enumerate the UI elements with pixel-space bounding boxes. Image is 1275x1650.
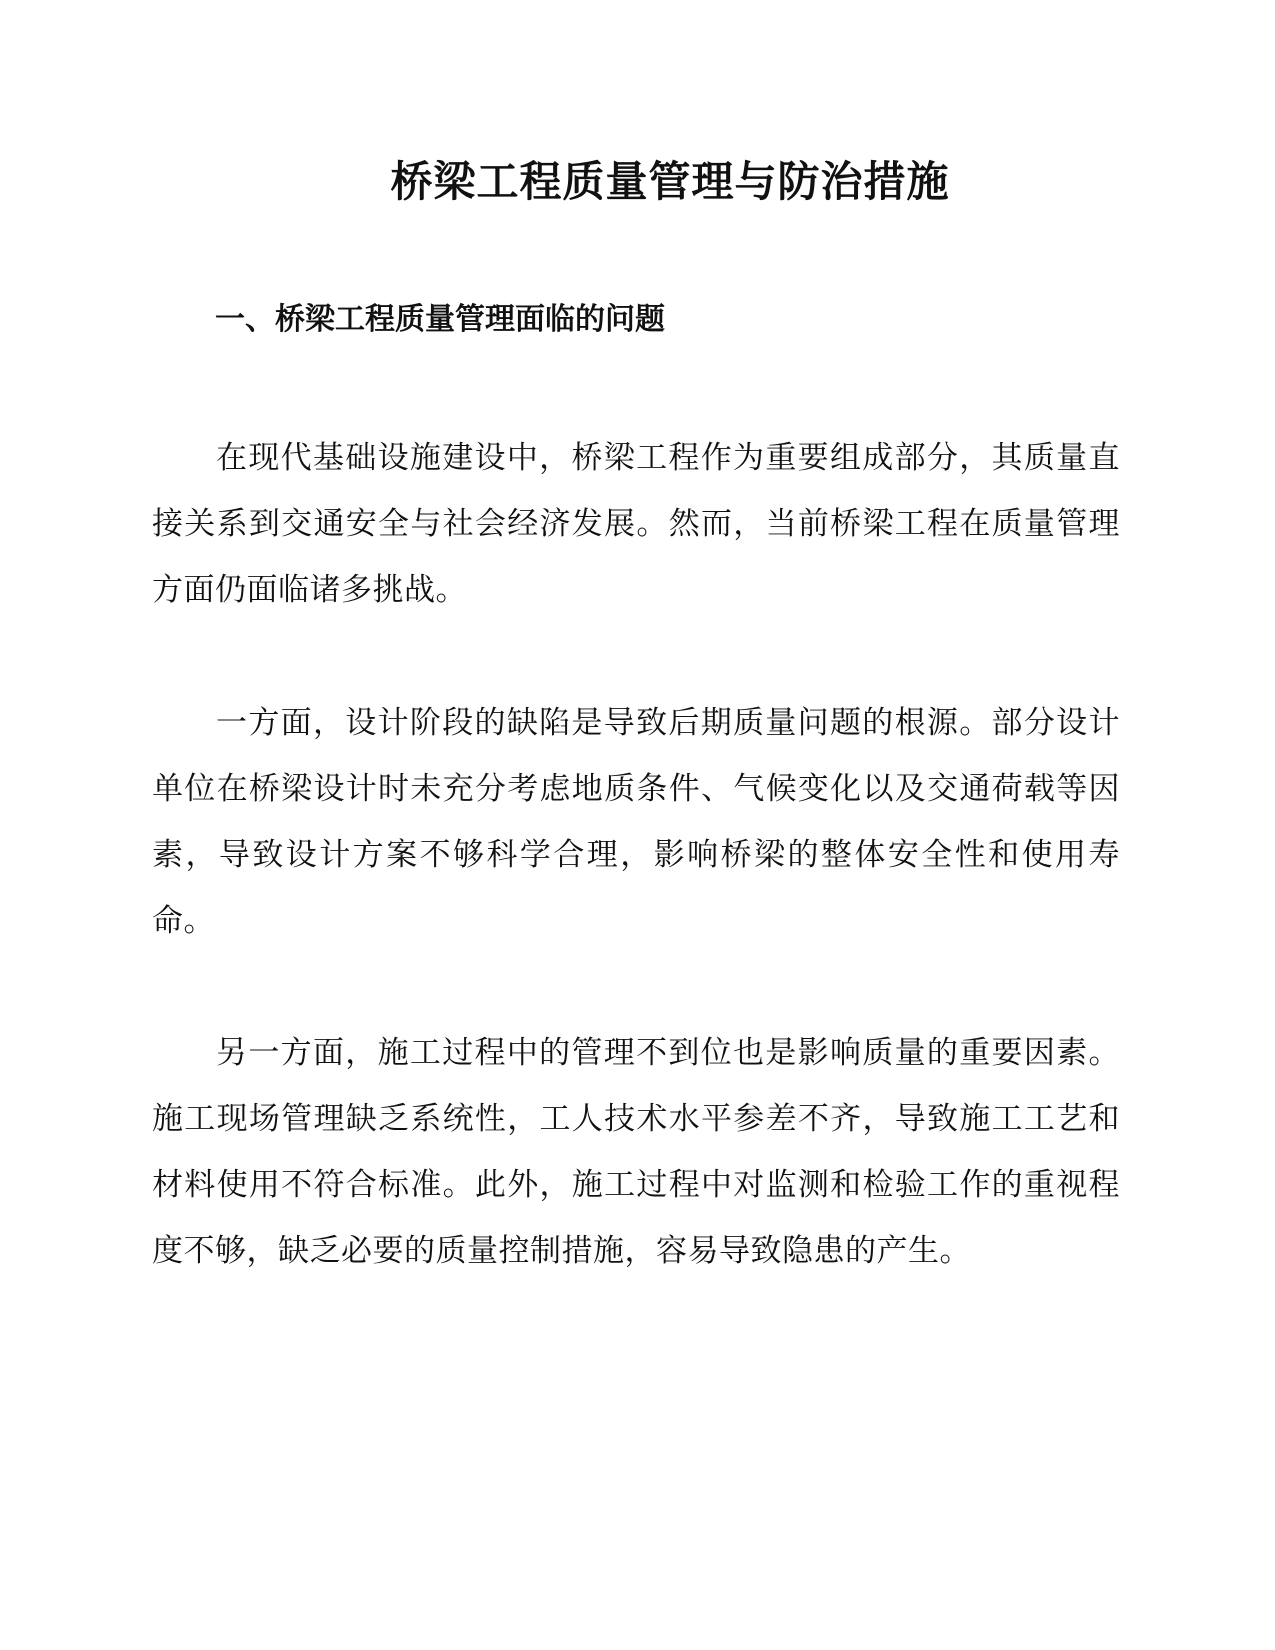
section-heading: 一、桥梁工程质量管理面临的问题 — [215, 302, 665, 337]
document-title: 桥梁工程质量管理与防治措施 — [390, 157, 950, 206]
paragraph-intro: 在现代基础设施建设中，桥梁工程作为重要组成部分，其质量直接关系到交通安全与社会经济发展。然而，当前桥梁工程在质量管理方面仍面临诸多挑战。 — [152, 440, 1120, 608]
paragraph-construction-management: 另一方面，施工过程中的管理不到位也是影响质量的重要因素。施工现场管理缺乏系统性，工人技术水平参差不齐，导致施工工艺和材料使用不符合标准。此外，施工过程中对监测和检验工作的重视程度不够，缺乏必要的质量控制措施，容易导致隐患的产生。 — [152, 1035, 1120, 1269]
paragraph-design-defects: 一方面，设计阶段的缺陷是导致后期质量问题的根源。部分设计单位在桥梁设计时未充分考虑地质条件、气候变化以及交通荷载等因素，导致设计方案不够科学合理，影响桥梁的整体安全性和使用寿命。 — [152, 705, 1120, 939]
